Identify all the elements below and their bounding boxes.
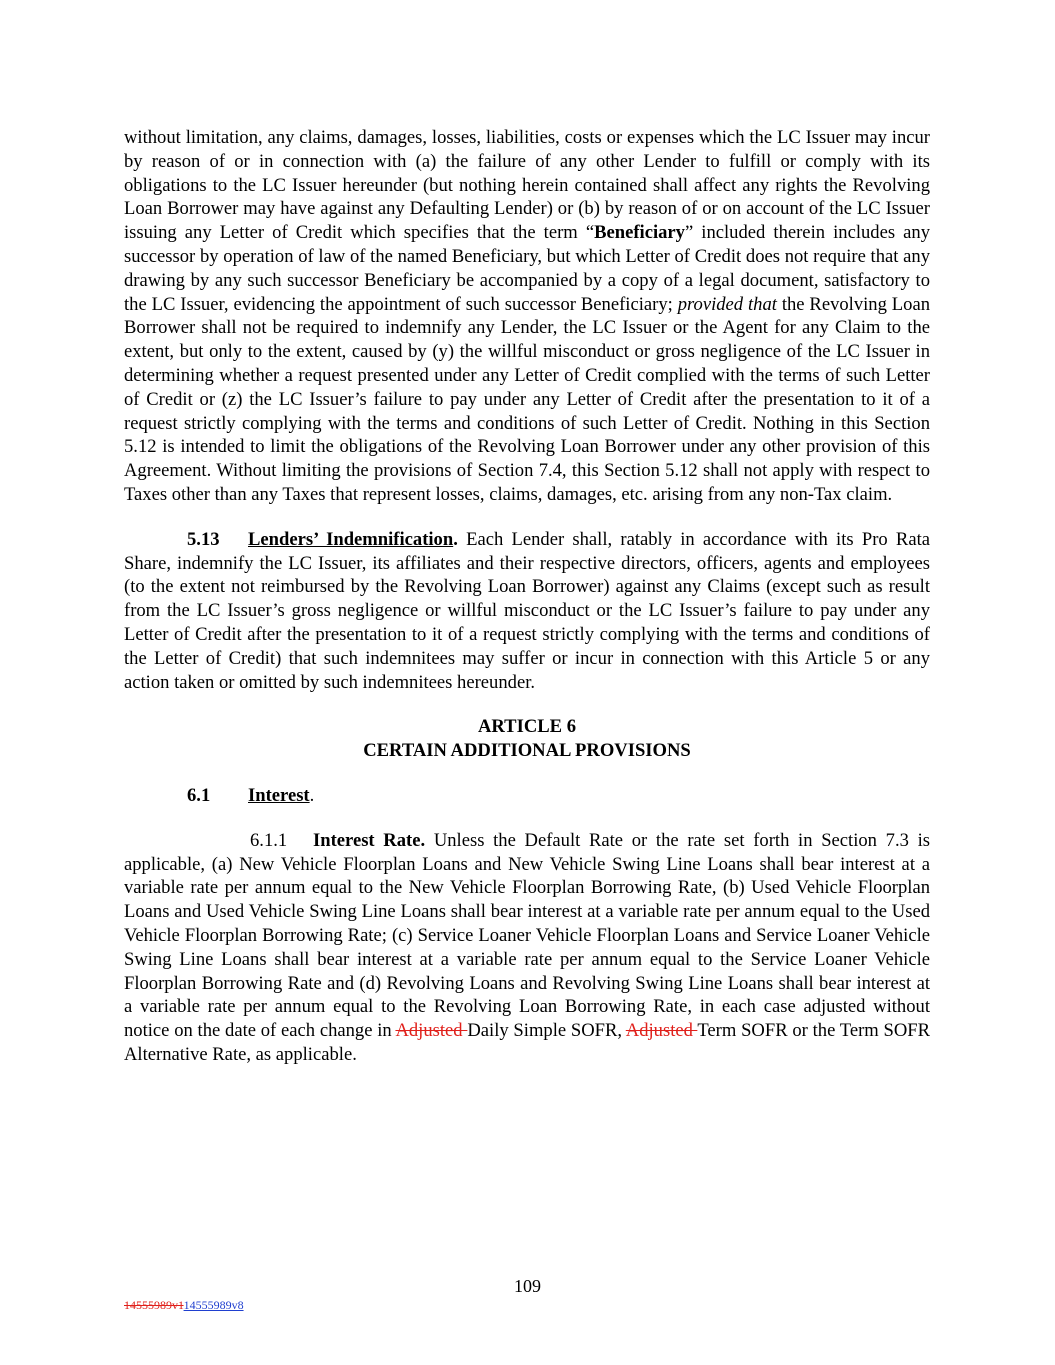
article-subtitle: CERTAIN ADDITIONAL PROVISIONS [363,740,691,762]
section-number: 6.1 [187,784,211,806]
heading-punct: . [309,784,315,806]
text-run: Daily Simple SOFR, [467,1020,626,1042]
section-5-13 [124,528,930,695]
section-number: 5.13 [187,528,220,550]
subsection-heading: Interest Rate. [313,829,426,851]
text-run: ” included therein includes any successor by operation of law of the named Beneficiary, but which Letter of Credit does not require that any drawing by any such successor Beneficiary be accompanied by a copy of a legal document, satisfactory to the LC Issuer, evidencing the appointment of such successor Beneficiary; [124,222,930,315]
deleted-text: Adjusted [625,1020,698,1042]
page-number: 109 [514,1276,541,1296]
document-id-new: 14555989v8 [183,1298,244,1312]
text-run: Unless the Default Rate or the rate set forth in Section 7.3 is applicable, (a) New Vehicle Floorplan Loans and New Vehicle Swing Line Loans shall bear interest at a variable rate per annum equal to the New Vehicle Floorplan Borrowing Rate, (b) Used Vehicle Floorplan Loans and Used Vehicle Swing Line Loans shall bear interest at a variable rate per annum equal to the Used Vehicle Floorplan Borrowing Rate; (c) Service Loaner Vehicle Floorplan Loans and Service Loaner Vehicle Swing Line Loans shall bear interest at a variable rate per annum equal to the Service Loaner Vehicle Floorplan Borrowing Rate and (d) Revolving Loans and Revolving Swing Line Loans shall bear interest at a variable rate per annum equal to the Revolving Loan Borrowing Rate, in each case adjusted without notice on the date of each change in [124,829,930,1042]
article-title: ARTICLE 6 [477,716,577,738]
text-run: Term SOFR or the Term SOFR Alternative Rate, as applicable. [124,1020,930,1065]
deleted-text: Adjusted [395,1020,468,1042]
subsection-number: 6.1.1 [250,829,288,851]
document-id [124,1298,244,1313]
italic-provided-that: provided that [677,293,777,315]
document-id-old: 14555989v1 [124,1298,184,1312]
text-run: the Revolving Loan Borrower shall not be required to indemnify any Lender, the LC Issuer or the Agent for any Claim to the extent, but only to the extent, caused by (y) the willful misconduct or gross negligence of the LC Issuer in determining whether a request presented under any Letter of Credit complied with the terms of such Letter of Credit or (z) the LC Issuer’s failure to pay under any Letter of Credit after the presentation to it of a request strictly complying with the terms and conditions of such Letter of Credit. Nothing in this Section 5.12 is intended to limit the obligations of the Revolving Loan Borrower under any other provision of this Agreement. Without limiting the provisions of Section 7.4, this Section 5.12 shall not apply with respect to Taxes other than any Taxes that represent losses, claims, damages, etc. arising from any non-Tax claim. [124,293,930,505]
article-heading [124,715,930,763]
section-body: Each Lender shall, ratably in accordance with its Pro Rata Share, indemnify the LC Issuer, its affiliates and their respective directors, officers, agents and employees (to the extent not reimbursed by the Revolving Loan Borrower) against any Claims (except such as result from the LC Issuer’s gross negligence or willful misconduct or the LC Issuer’s failure to pay under any Letter of Credit after the presentation to it of a request strictly complying with the terms and conditions of the Letter of Credit) that such indemnitees may suffer or incur in connection with this Article 5 or any action taken or omitted by such indemnitees hereunder. [124,528,930,693]
section-6-1 [124,784,930,808]
text-run: without limitation, any claims, damages, losses, liabilities, costs or expenses which the LC Issuer may incur by reason of or in connection with (a) the failure of any other Lender to fulfill or comply with its obligations to the LC Issuer hereunder (but nothing herein contained shall affect any rights the Revolving Loan Borrower may have against any Defaulting Lender) or (b) by reason of or on account of the LC Issuer issuing any Letter of Credit which specifies that the term “ [124,127,930,244]
section-heading: Interest [248,784,310,806]
heading-punct: . [453,528,458,550]
defined-term-beneficiary: Beneficiary [594,222,685,244]
document-body [124,126,930,1067]
section-heading: Lenders’ Indemnification [248,528,454,550]
paragraph-continuation [124,126,930,507]
section-6-1-1 [124,829,930,1067]
